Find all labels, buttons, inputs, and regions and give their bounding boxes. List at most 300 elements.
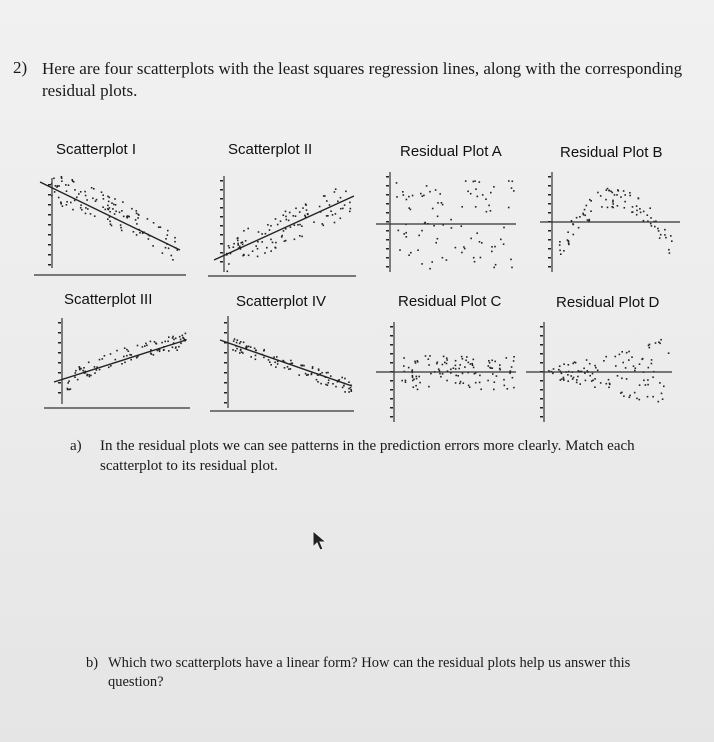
- dot: [412, 375, 414, 377]
- dot: [173, 339, 175, 341]
- dot: [67, 389, 69, 391]
- dot: [299, 211, 301, 213]
- dot: [426, 185, 428, 187]
- dot: [88, 362, 90, 364]
- axis-tick: [224, 382, 227, 384]
- dot: [574, 361, 576, 363]
- axis-tick: [224, 362, 227, 364]
- dot: [327, 372, 329, 374]
- dot: [96, 199, 98, 201]
- dot: [340, 208, 342, 210]
- dot: [560, 253, 562, 255]
- axis-tick: [390, 353, 393, 355]
- dot: [475, 188, 477, 190]
- dot: [252, 250, 254, 252]
- dot: [62, 205, 64, 207]
- dot: [162, 252, 164, 254]
- dot: [102, 206, 104, 208]
- dot: [275, 218, 277, 220]
- dot: [558, 369, 560, 371]
- dot: [417, 361, 419, 363]
- dot: [636, 210, 638, 212]
- dot: [55, 185, 57, 187]
- dot: [137, 217, 139, 219]
- axis-tick: [224, 392, 227, 394]
- dot: [146, 345, 148, 347]
- dot: [163, 349, 165, 351]
- dot: [408, 367, 410, 369]
- dot: [494, 361, 496, 363]
- dot: [443, 356, 445, 358]
- dot: [668, 352, 670, 354]
- dot: [351, 390, 353, 392]
- dot: [102, 194, 104, 196]
- axis-tick: [220, 243, 223, 245]
- dot: [114, 213, 116, 215]
- dot: [560, 379, 562, 381]
- dot: [124, 362, 126, 364]
- dot: [110, 365, 112, 367]
- axis-tick: [386, 176, 389, 178]
- dot: [80, 204, 82, 206]
- dot: [288, 220, 290, 222]
- dot: [488, 360, 490, 362]
- dot: [185, 333, 187, 335]
- dot: [83, 367, 85, 369]
- dot: [126, 217, 128, 219]
- dot: [595, 367, 597, 369]
- dot: [621, 351, 623, 353]
- dot: [633, 365, 635, 367]
- dot: [626, 378, 628, 380]
- dot: [408, 254, 410, 256]
- dot: [109, 207, 111, 209]
- dot: [255, 355, 257, 357]
- dot: [461, 206, 463, 208]
- dot: [663, 386, 665, 388]
- dot: [320, 383, 322, 385]
- dot: [668, 249, 670, 251]
- dot: [629, 195, 631, 197]
- axis-tick: [58, 382, 61, 384]
- dot: [446, 357, 448, 359]
- dot: [295, 208, 297, 210]
- dot: [401, 380, 403, 382]
- axis-tick: [224, 402, 227, 404]
- dot: [617, 189, 619, 191]
- dot: [584, 215, 586, 217]
- dot: [182, 335, 184, 337]
- dot: [563, 250, 565, 252]
- dot: [66, 201, 68, 203]
- dot: [326, 215, 328, 217]
- dot: [614, 194, 616, 196]
- dot: [511, 267, 513, 269]
- dot: [110, 353, 112, 355]
- dot: [419, 382, 421, 384]
- dot: [453, 367, 455, 369]
- axis-tick: [224, 372, 227, 374]
- dot: [571, 220, 573, 222]
- dot: [90, 213, 92, 215]
- dot: [319, 206, 321, 208]
- dot: [349, 202, 351, 204]
- dot: [601, 206, 603, 208]
- dot: [662, 398, 664, 400]
- scatterplot-2-label: Scatterplot II: [228, 141, 313, 158]
- dot: [324, 195, 326, 197]
- dot: [274, 362, 276, 364]
- dot: [435, 189, 437, 191]
- dot: [340, 197, 342, 199]
- dot: [78, 193, 80, 195]
- dot: [615, 365, 617, 367]
- dot: [328, 380, 330, 382]
- dot: [592, 373, 594, 375]
- dot: [508, 207, 510, 209]
- dot: [318, 369, 320, 371]
- dot: [345, 191, 347, 193]
- dot: [450, 219, 452, 221]
- dot: [135, 219, 137, 221]
- dot: [567, 380, 569, 382]
- dot: [415, 362, 417, 364]
- dot: [301, 236, 303, 238]
- scatterplot-1: [30, 168, 190, 280]
- dot: [275, 366, 277, 368]
- dot: [289, 212, 291, 214]
- dot: [91, 187, 93, 189]
- dot: [68, 389, 70, 391]
- dot: [103, 198, 105, 200]
- dot: [147, 218, 149, 220]
- axis-tick: [58, 392, 61, 394]
- dot: [559, 250, 561, 252]
- axis-tick: [390, 335, 393, 337]
- dot: [239, 352, 241, 354]
- residual-plot-d-label: Residual Plot D: [556, 294, 660, 311]
- dot: [441, 202, 443, 204]
- dot: [150, 341, 152, 343]
- dot: [105, 209, 107, 211]
- dot: [513, 356, 515, 358]
- dot: [302, 365, 304, 367]
- dot: [126, 349, 128, 351]
- axis-tick: [386, 203, 389, 205]
- dot: [137, 345, 139, 347]
- dot: [422, 195, 424, 197]
- dot: [463, 246, 465, 248]
- dot: [479, 241, 481, 243]
- dot: [461, 252, 463, 254]
- axis-tick: [220, 252, 223, 254]
- dot: [128, 350, 130, 352]
- dot: [348, 381, 350, 383]
- axis-tick: [220, 189, 223, 191]
- dot: [651, 363, 653, 365]
- dot: [650, 217, 652, 219]
- dot: [442, 204, 444, 206]
- dot: [334, 191, 336, 193]
- axis-tick: [390, 416, 393, 418]
- dot: [293, 215, 295, 217]
- part-b-label: b): [86, 655, 99, 671]
- dot: [617, 205, 619, 207]
- dot: [567, 374, 569, 376]
- residual-plot-c-label: Residual Plot C: [398, 293, 502, 310]
- dot: [344, 204, 346, 206]
- dot: [250, 346, 252, 348]
- dot: [240, 242, 242, 244]
- dot: [237, 238, 239, 240]
- dot: [455, 375, 457, 377]
- dot: [341, 377, 343, 379]
- dot: [323, 225, 325, 227]
- dot: [670, 235, 672, 237]
- dot: [115, 359, 117, 361]
- axis-tick: [390, 389, 393, 391]
- dot: [428, 364, 430, 366]
- dot: [476, 232, 478, 234]
- dot: [243, 230, 245, 232]
- dot: [563, 363, 565, 365]
- dot: [84, 191, 86, 193]
- dot: [645, 384, 647, 386]
- dot: [461, 356, 463, 358]
- dot: [651, 359, 653, 361]
- dot: [263, 357, 265, 359]
- dot: [462, 358, 464, 360]
- dot: [277, 363, 279, 365]
- dot: [624, 201, 626, 203]
- dot: [455, 382, 457, 384]
- dot: [248, 255, 250, 257]
- dot: [90, 375, 92, 377]
- dot: [493, 389, 495, 391]
- dot: [586, 359, 588, 361]
- dot: [583, 368, 585, 370]
- dot: [285, 216, 287, 218]
- dot: [567, 239, 569, 241]
- dot: [636, 214, 638, 216]
- question-number: 2): [13, 58, 28, 77]
- axis-tick: [540, 398, 543, 400]
- dot: [92, 198, 94, 200]
- dot: [438, 368, 440, 370]
- dot: [277, 224, 279, 226]
- dot: [632, 206, 634, 208]
- dot: [306, 209, 308, 211]
- dot: [150, 352, 152, 354]
- dot: [111, 225, 113, 227]
- scatter-points: [224, 322, 352, 404]
- dot: [287, 366, 289, 368]
- dot: [107, 196, 109, 198]
- dot: [121, 210, 123, 212]
- dot: [234, 338, 236, 340]
- dot: [552, 373, 554, 375]
- dot: [142, 346, 144, 348]
- dot: [468, 385, 470, 387]
- dot: [120, 224, 122, 226]
- dot: [65, 184, 67, 186]
- dot: [474, 261, 476, 263]
- dot: [139, 232, 141, 234]
- dot: [583, 214, 585, 216]
- dot: [585, 380, 587, 382]
- dot: [429, 355, 431, 357]
- dot: [72, 209, 74, 211]
- dot: [124, 347, 126, 349]
- dot: [126, 355, 128, 357]
- dot: [88, 374, 90, 376]
- dot: [152, 245, 154, 247]
- dot: [414, 361, 416, 363]
- dot: [658, 230, 660, 232]
- dot: [579, 216, 581, 218]
- axis-tick: [540, 416, 543, 418]
- dot: [621, 378, 623, 380]
- dot: [462, 373, 464, 375]
- dot: [659, 382, 661, 384]
- dot: [175, 338, 177, 340]
- dot: [257, 256, 259, 258]
- part-a-text: In the residual plots we can see patterns in the prediction errors more clearly. Match each scatterplot to its residual plot.: [100, 438, 635, 474]
- axis-tick: [386, 248, 389, 250]
- dot: [233, 340, 235, 342]
- dot: [270, 250, 272, 252]
- dot: [570, 375, 572, 377]
- dot: [493, 267, 495, 269]
- dot: [95, 200, 97, 202]
- dot: [472, 364, 474, 366]
- dot: [577, 376, 579, 378]
- dot: [87, 208, 89, 210]
- dot: [96, 369, 98, 371]
- scatterplot-3: [40, 312, 192, 412]
- axis-tick: [386, 185, 389, 187]
- dot: [403, 233, 405, 235]
- dot: [647, 384, 649, 386]
- axis-tick: [540, 326, 543, 328]
- dot: [597, 370, 599, 372]
- dot: [568, 364, 570, 366]
- dot: [158, 226, 160, 228]
- dot: [174, 241, 176, 243]
- axis-tick: [540, 353, 543, 355]
- dot: [67, 382, 69, 384]
- axis-tick: [540, 344, 543, 346]
- residual-plot-b-label: Residual Plot B: [560, 144, 663, 161]
- dot: [337, 201, 339, 203]
- dot: [608, 387, 610, 389]
- dot: [128, 216, 130, 218]
- dot: [334, 222, 336, 224]
- dot: [665, 237, 667, 239]
- dot: [660, 339, 662, 341]
- dot: [136, 213, 138, 215]
- dot: [652, 376, 654, 378]
- dot: [329, 204, 331, 206]
- dot: [272, 242, 274, 244]
- dot: [568, 241, 570, 243]
- dot: [398, 230, 400, 232]
- dot: [406, 236, 408, 238]
- dot: [561, 373, 563, 375]
- dot: [579, 383, 581, 385]
- dot: [343, 385, 345, 387]
- dot: [79, 369, 81, 371]
- dot: [302, 207, 304, 209]
- dot: [350, 389, 352, 391]
- dot: [489, 362, 491, 364]
- dot: [123, 216, 125, 218]
- dot: [603, 360, 605, 362]
- scatterplot-3-label: Scatterplot III: [64, 291, 153, 308]
- axis-tick: [540, 380, 543, 382]
- dot: [458, 368, 460, 370]
- dot: [576, 217, 578, 219]
- axis-tick: [540, 407, 543, 409]
- dot: [649, 207, 651, 209]
- dot: [506, 357, 508, 359]
- dot: [559, 244, 561, 246]
- dot: [60, 203, 62, 205]
- dot: [416, 378, 418, 380]
- dot: [107, 218, 109, 220]
- dot: [411, 370, 413, 372]
- dot: [621, 392, 623, 394]
- dot: [350, 208, 352, 210]
- dot: [263, 349, 265, 351]
- dot: [563, 377, 565, 379]
- axis-tick: [48, 214, 51, 216]
- dot: [109, 211, 111, 213]
- dot: [148, 238, 150, 240]
- dot: [612, 203, 614, 205]
- axis-tick: [48, 204, 51, 206]
- axis-tick: [390, 362, 393, 364]
- dot: [440, 376, 442, 378]
- dot: [492, 373, 494, 375]
- axis-tick: [390, 380, 393, 382]
- dot: [328, 382, 330, 384]
- dot: [115, 204, 117, 206]
- residual-plot-b: [536, 168, 684, 280]
- dot: [239, 343, 241, 345]
- dot: [266, 247, 268, 249]
- dot: [647, 379, 649, 381]
- mouse-cursor-icon: [312, 530, 328, 552]
- dot: [617, 375, 619, 377]
- axis-tick: [548, 194, 551, 196]
- dot: [650, 223, 652, 225]
- dot: [622, 362, 624, 364]
- axis-tick: [48, 264, 51, 266]
- dot: [58, 197, 60, 199]
- dot: [247, 228, 249, 230]
- dot: [586, 205, 588, 207]
- dot: [428, 386, 430, 388]
- axis-tick: [58, 352, 61, 354]
- dot: [479, 382, 481, 384]
- dot: [612, 207, 614, 209]
- dot: [429, 268, 431, 270]
- dot: [446, 363, 448, 365]
- dot: [494, 381, 496, 383]
- dot: [288, 368, 290, 370]
- dot: [436, 363, 438, 365]
